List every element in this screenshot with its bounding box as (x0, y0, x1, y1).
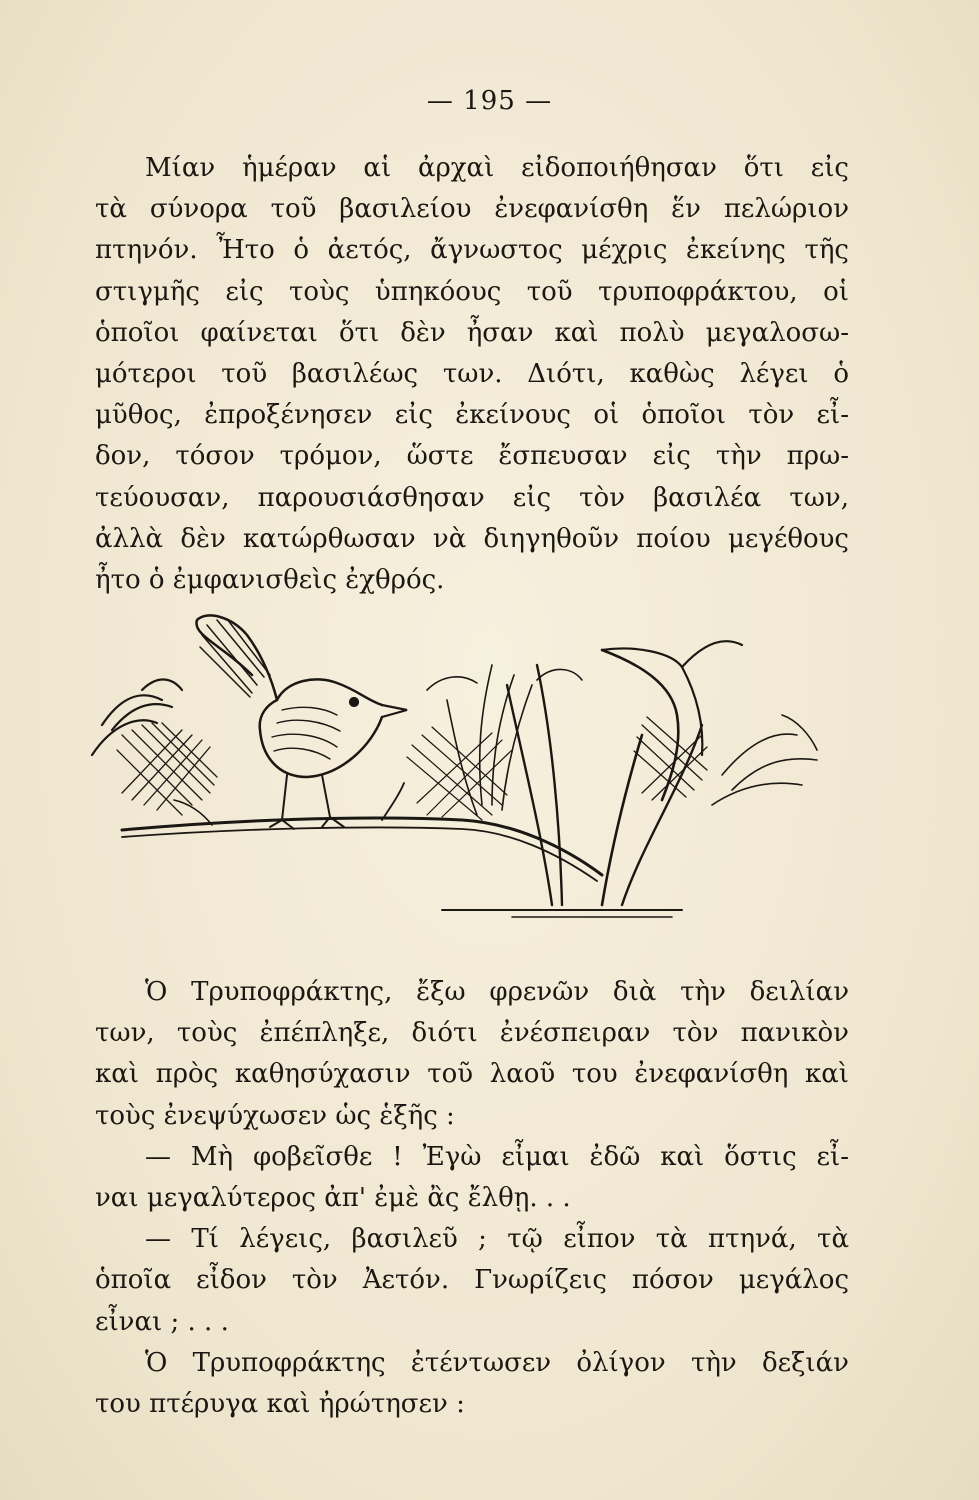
text-line: ὁποῖα εἶδον τὸν Ἀετόν. Γνωρίζεις πόσον μεγάλος (95, 1265, 849, 1296)
text-line: μῦθος, ἐπροξένησεν εἰς ἐκείνους οἱ ὁποῖοι τὸν εἶ- (95, 400, 849, 431)
text-line: δον, τόσον τρόμον, ὥστε ἔσπευσαν εἰς τὴν πρω- (95, 441, 849, 472)
text-line: πτηνόν. Ἦτο ὁ ἀετός, ἄγνωστος μέχρις ἐκείνης τῆς (95, 235, 849, 266)
text-line: καὶ πρὸς καθησύχασιν τοῦ λαοῦ του ἐνεφανίσθη καὶ (95, 1059, 849, 1090)
paragraph-1 (95, 148, 849, 601)
page-number: — 195 — (426, 86, 553, 116)
text-line: Μίαν ἡμέραν αἱ ἀρχαὶ εἰδοποιήθησαν ὅτι εἰς (145, 153, 849, 183)
text-line: τὰ σύνορα τοῦ βασιλείου ἐνεφανίσθη ἕν πελώριον (95, 194, 849, 225)
text-line: μότεροι τοῦ βασιλέως των. Διότι, καθὼς λέγει ὁ (95, 358, 849, 389)
paragraph-2 (95, 972, 849, 1425)
text-line: ὁποῖοι φαίνεται ὅτι δὲν ἦσαν καὶ πολὺ μεγαλοσω- (95, 317, 849, 348)
text-line: ναι μεγαλύτερος ἀπ' ἐμὲ ἂς ἔλθῃ. . . (95, 1182, 571, 1213)
text-line: — Μὴ φοβεῖσθε ! Ἐγὼ εἶμαι ἐδῶ καὶ ὅστις εἶ- (145, 1141, 849, 1172)
text-line: στιγμῆς εἰς τοὺς ὑπηκόους τοῦ τρυποφράκτου, οἱ (95, 276, 849, 307)
text-line: Ὁ Τρυποφράκτης ἐτέντωσεν ὀλίγον τὴν δεξιάν (145, 1347, 849, 1378)
text-line: τοὺς ἐνεψύχωσεν ὡς ἑξῆς : (95, 1100, 455, 1131)
text-line: Ὁ Τρυποφράκτης, ἔξω φρενῶν διὰ τὴν δειλίαν (145, 977, 849, 1007)
text-line: ἦτο ὁ ἐμφανισθεὶς ἐχθρός. (95, 564, 445, 595)
text-line: του πτέρυγα καὶ ἠρώτησεν : (95, 1388, 465, 1419)
text-line: εἶναι ; . . . (95, 1306, 229, 1337)
text-line: — Τί λέγεις, βασιλεῦ ; τῷ εἶπον τὰ πτηνά, τὰ (145, 1224, 849, 1255)
text-line: τεύουσαν, παρουσιάσθησαν εἰς τὸν βασιλέα των, (95, 482, 849, 513)
text-line: των, τοὺς ἐπέπληξε, διότι ἐνέσπειραν τὸν πανικὸν (95, 1018, 849, 1049)
text-line: ἀλλὰ δὲν κατώρθωσαν νὰ διηγηθοῦν ποίου μεγέθους (95, 523, 849, 554)
bird-illustration (82, 605, 842, 935)
